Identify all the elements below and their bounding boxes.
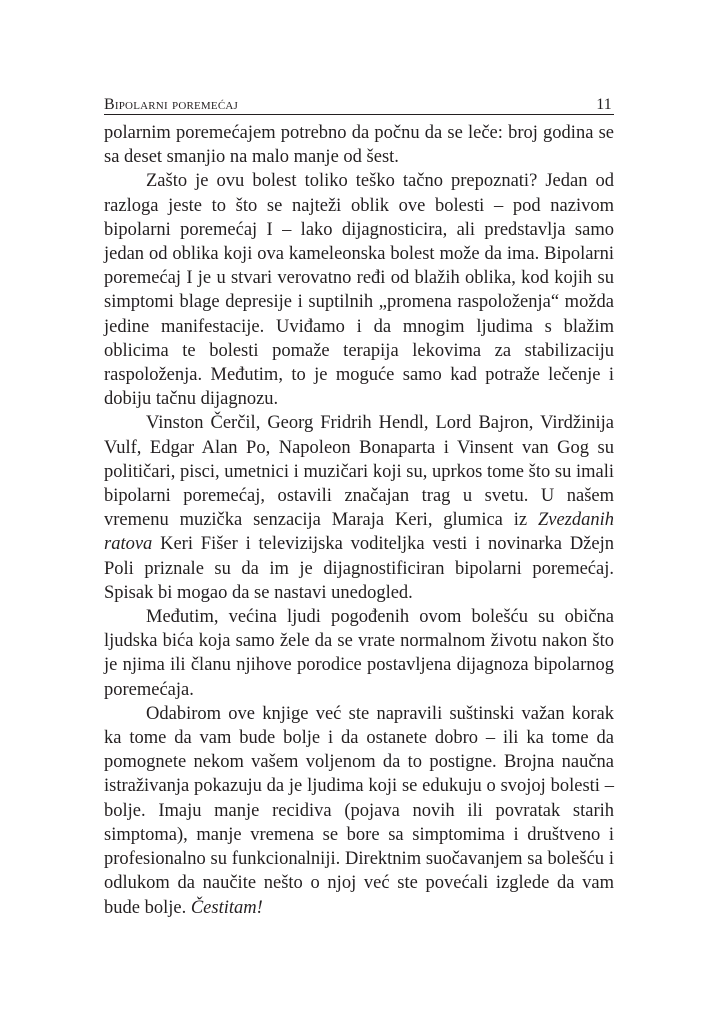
page-number: 11	[596, 96, 612, 113]
text-run: Keri Fišer i televizijska voditeljka vesti i novinarka Džejn Poli priznale su da im je dijagnostificiran bipolarni poremećaj. Spisak bi mogao da se nastavi unedogled.	[104, 534, 614, 603]
italic-title: Zvezdanih ratova	[104, 510, 614, 555]
paragraph-5	[104, 702, 614, 920]
italic-congrats: Čestitam!	[190, 897, 263, 918]
paragraph-2	[104, 169, 614, 411]
text-run: Vinston Čerčil, Georg Fridrih Hendl, Lord Bajron, Virdžinija Vulf, Edgar Alan Po, Napoleon Bonaparta i Vinsent van Gog su političari, pisci, umetnici i muzičari koji su, uprkos tome što su imali bipolarni poremećaj, ostavili značajan trag u svetu. U našem vremenu muzička senzacija Maraja Keri, glumica iz	[104, 413, 614, 531]
text-run: Odabirom ove knjige već ste napravili suštinski važan korak ka tome da vam bude bolje i da ostanete dobro – ili ka tome da pomognete nekom vašem voljenom da to postigne. Brojna naučna istraživanja pokazuju da je ljudima koji se edukuju o svojoj bolesti – bolje. Imaju manje recidiva (pojava novih ili povratak starih simptoma), manje vremena se bore sa simptomima i društveno i profesionalno su funkcionalniji. Direktnim suočavanjem sa bolešću i odlukom da naučite nešto o njoj već ste povećali izglede da vam bude bolje.	[104, 703, 614, 918]
text-run: Zašto je ovu bolest toliko teško tačno prepoznati? Jedan od razloga jeste to što se najteži oblik ove bolesti – pod nazivom bipolarni poremećaj I – lako dijagnosticira, ali predstavlja samo jedan od oblika koji ova kameleonska bolest može da ima. Bipolarni poremećaj I je u stvari verovatno ređi od blažih oblika, kod kojih su simptomi blage depresije i suptilnih „promena raspoloženja“ možda jedine manifestacije. Uviđamo i da mnogim ljudima s blažim oblicima te bolesti pomaže terapija lekovima za stabilizaciju raspoloženja. Međutim, to je moguće samo kad potraže lečenje i dobiju tačnu dijagnozu.	[104, 171, 614, 410]
paragraph-1	[104, 121, 614, 169]
paragraph-3	[104, 411, 614, 605]
text-run: polarnim poremećajem potrebno da počnu da se leče: broj godina se sa deset smanjio na malo manje od šest.	[104, 123, 614, 168]
running-header	[104, 92, 614, 115]
text-run: Međutim, većina ljudi pogođenih ovom bolešću su obična ljudska bića koja samo žele da se vrate normalnom životu nakon što je njima ili članu njihove porodice postavljena dijagnoza bipolarnog poremećaja.	[104, 607, 614, 700]
paragraph-4	[104, 605, 614, 702]
body-text	[104, 121, 614, 920]
running-title: Bipolarni poremećaj	[104, 96, 238, 113]
